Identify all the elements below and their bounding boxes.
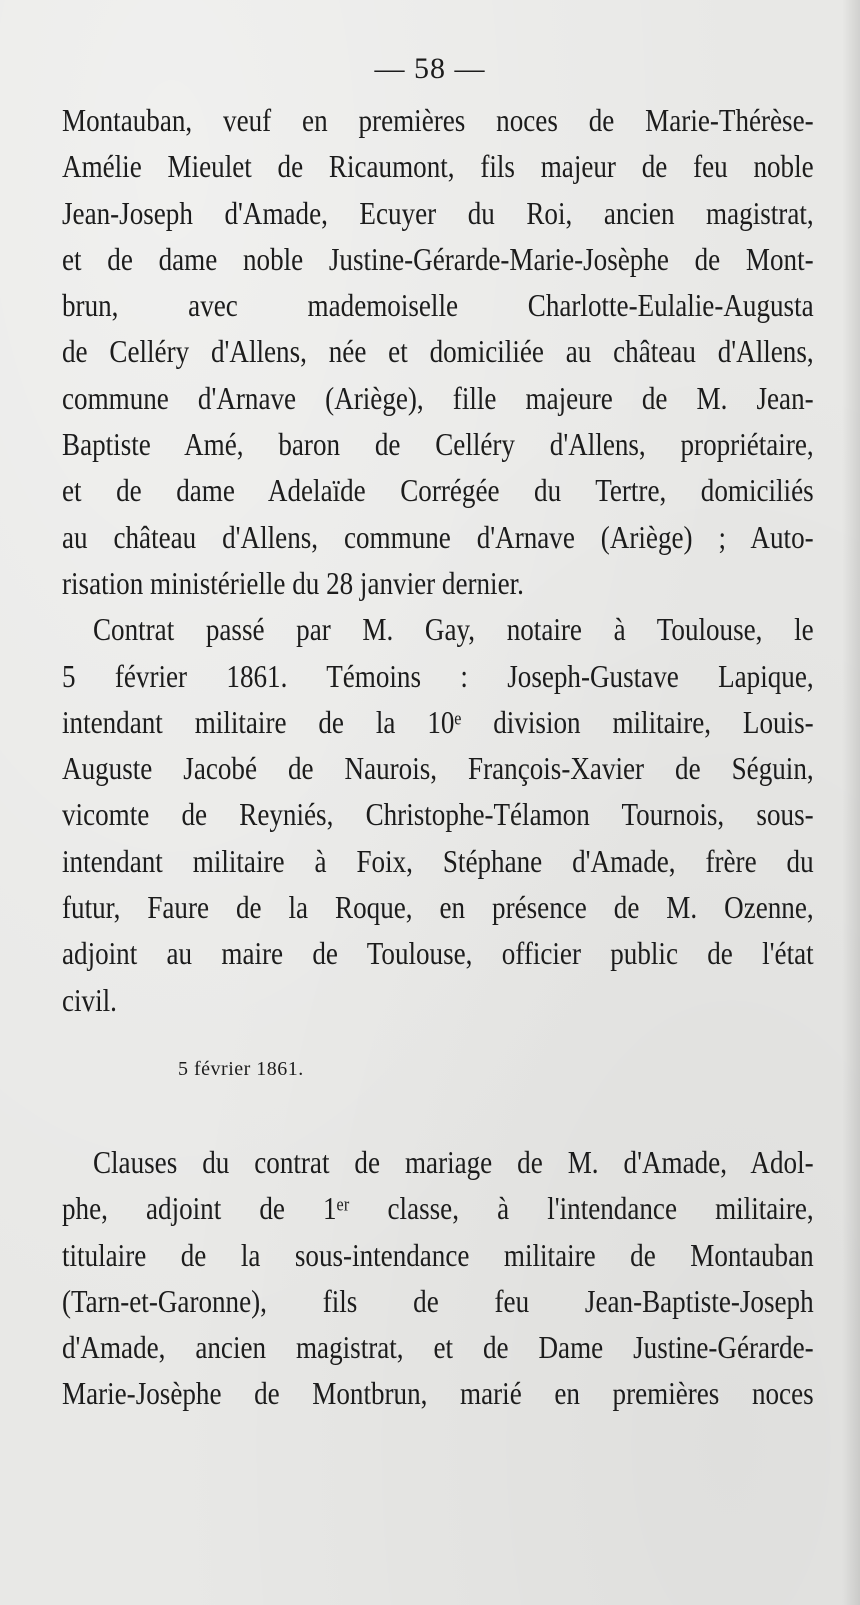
body-text-lower [62,1140,814,1418]
text-line: Contrat passé par M. Gay, notaire à Toulouse, le [92,612,814,648]
text-line: phe, adjoint de 1ᵉʳ classe, à l'intendance militaire, [62,1191,814,1227]
body-text-upper [62,98,814,1024]
text-line: Marie-Josèphe de Montbrun, marié en premières noces [62,1376,814,1412]
text-line: commune d'Arnave (Ariège), fille majeure de M. Jean- [62,380,814,416]
section-date-heading: 5 février 1861. [178,1058,304,1080]
text-line: de Celléry d'Allens, née et domiciliée au château d'Allens, [62,334,814,370]
text-line: (Tarn-et-Garonne), fils de feu Jean-Baptiste-Joseph [62,1283,814,1319]
text-line: brun, avec mademoiselle Charlotte-Eulalie-Augusta [62,288,814,324]
text-line: Jean-Joseph d'Amade, Ecuyer du Roi, ancien magistrat, [62,195,814,231]
text-line: vicomte de Reyniés, Christophe-Télamon Tournois, sous- [62,797,814,833]
text-line: Montauban, veuf en premières noces de Marie-Thérèse- [62,103,814,138]
text-line: et de dame noble Justine-Gérarde-Marie-Josèphe de Mont- [62,241,814,277]
page-edge-shadow [842,0,860,1605]
text-line: Baptiste Amé, baron de Celléry d'Allens, propriétaire, [62,427,814,463]
text-line: Amélie Mieulet de Ricaumont, fils majeur de feu noble [62,149,814,185]
text-line: intendant militaire à Foix, Stéphane d'Amade, frère du [62,843,814,879]
text-line: titulaire de la sous-intendance militaire de Montauban [62,1237,814,1273]
text-line: futur, Faure de la Roque, en présence de M. Ozenne, [62,890,814,926]
text-line: Clauses du contrat de mariage de M. d'Amade, Adol- [92,1145,814,1180]
text-line: intendant militaire de la 10ᵉ division militaire, Louis- [62,704,814,740]
text-line: adjoint au maire de Toulouse, officier public de l'état [62,936,814,972]
text-line: et de dame Adelaïde Corrégée du Tertre, domiciliés [62,473,814,509]
text-line: au château d'Allens, commune d'Arnave (Ariège) ; Auto- [62,519,814,555]
page-number: — 58 — [374,52,486,85]
text-line: Auguste Jacobé de Naurois, François-Xavier de Séguin, [62,751,814,787]
text-line: risation ministérielle du 28 janvier dernier. [62,565,524,601]
text-line: d'Amade, ancien magistrat, et de Dame Justine-Gérarde- [62,1330,814,1366]
text-line: 5 février 1861. Témoins : Joseph-Gustave Lapique, [62,658,814,694]
text-line: civil. [62,982,117,1018]
